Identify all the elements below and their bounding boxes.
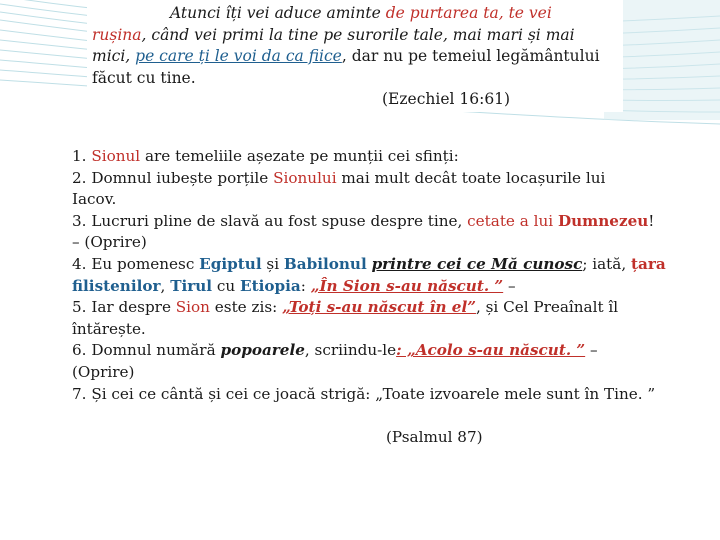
quote-text: , dar nu pe temeiul legământului — [341, 47, 600, 65]
verse-4: 4. Eu pomenesc Egiptul și Babilonul printre cei ce Mă cunosc; iată, țara filistenilor, Tirul cu Etiopia: „În Sion s-au născut. ” – — [72, 254, 666, 295]
quote-highlight: de purtarea ta, te vei — [385, 4, 552, 22]
ezekiel-quote — [92, 3, 620, 111]
quote-text: Atunci îți vei aduce aminte — [170, 4, 386, 22]
verse-5: 5. Iar despre Sion este zis: „Toți s-au născut în el”, și Cel Preaînalt îl întărește. — [72, 298, 619, 338]
quote-highlight: rușina — [92, 25, 142, 44]
quote-text: , când vei primi la tine pe surorile tale, mai mari și mai — [141, 25, 575, 44]
quote-reference: (Ezechiel 16:61) — [382, 90, 511, 108]
quote-highlight: pe care ți le voi da ca fiice — [135, 47, 342, 65]
quote-text: făcut cu tine. — [92, 68, 196, 87]
verse-2: 2. Domnul iubește porțile Sionului mai mult decât toate locașurile lui Iacov. — [72, 168, 606, 209]
verse-6: 6. Domnul numără popoarele, scriindu-le: „Acolo s-au născut. ” – (Oprire) — [72, 341, 598, 381]
psalm-verses — [72, 146, 672, 405]
verse-1: 1. Sionul are temeliile așezate pe munții cei sfinți: — [72, 147, 459, 165]
verse-7: 7. Și cei ce cântă și cei ce joacă strigă: „Toate izvoarele mele sunt în Tine. ” — [72, 384, 656, 403]
psalm-reference: (Psalmul 87) — [386, 428, 483, 446]
verse-3: 3. Lucruri pline de slavă au fost spuse despre tine, cetate a lui Dumnezeu! – (Oprire) — [72, 211, 655, 252]
quote-text: mici, — [92, 47, 136, 65]
